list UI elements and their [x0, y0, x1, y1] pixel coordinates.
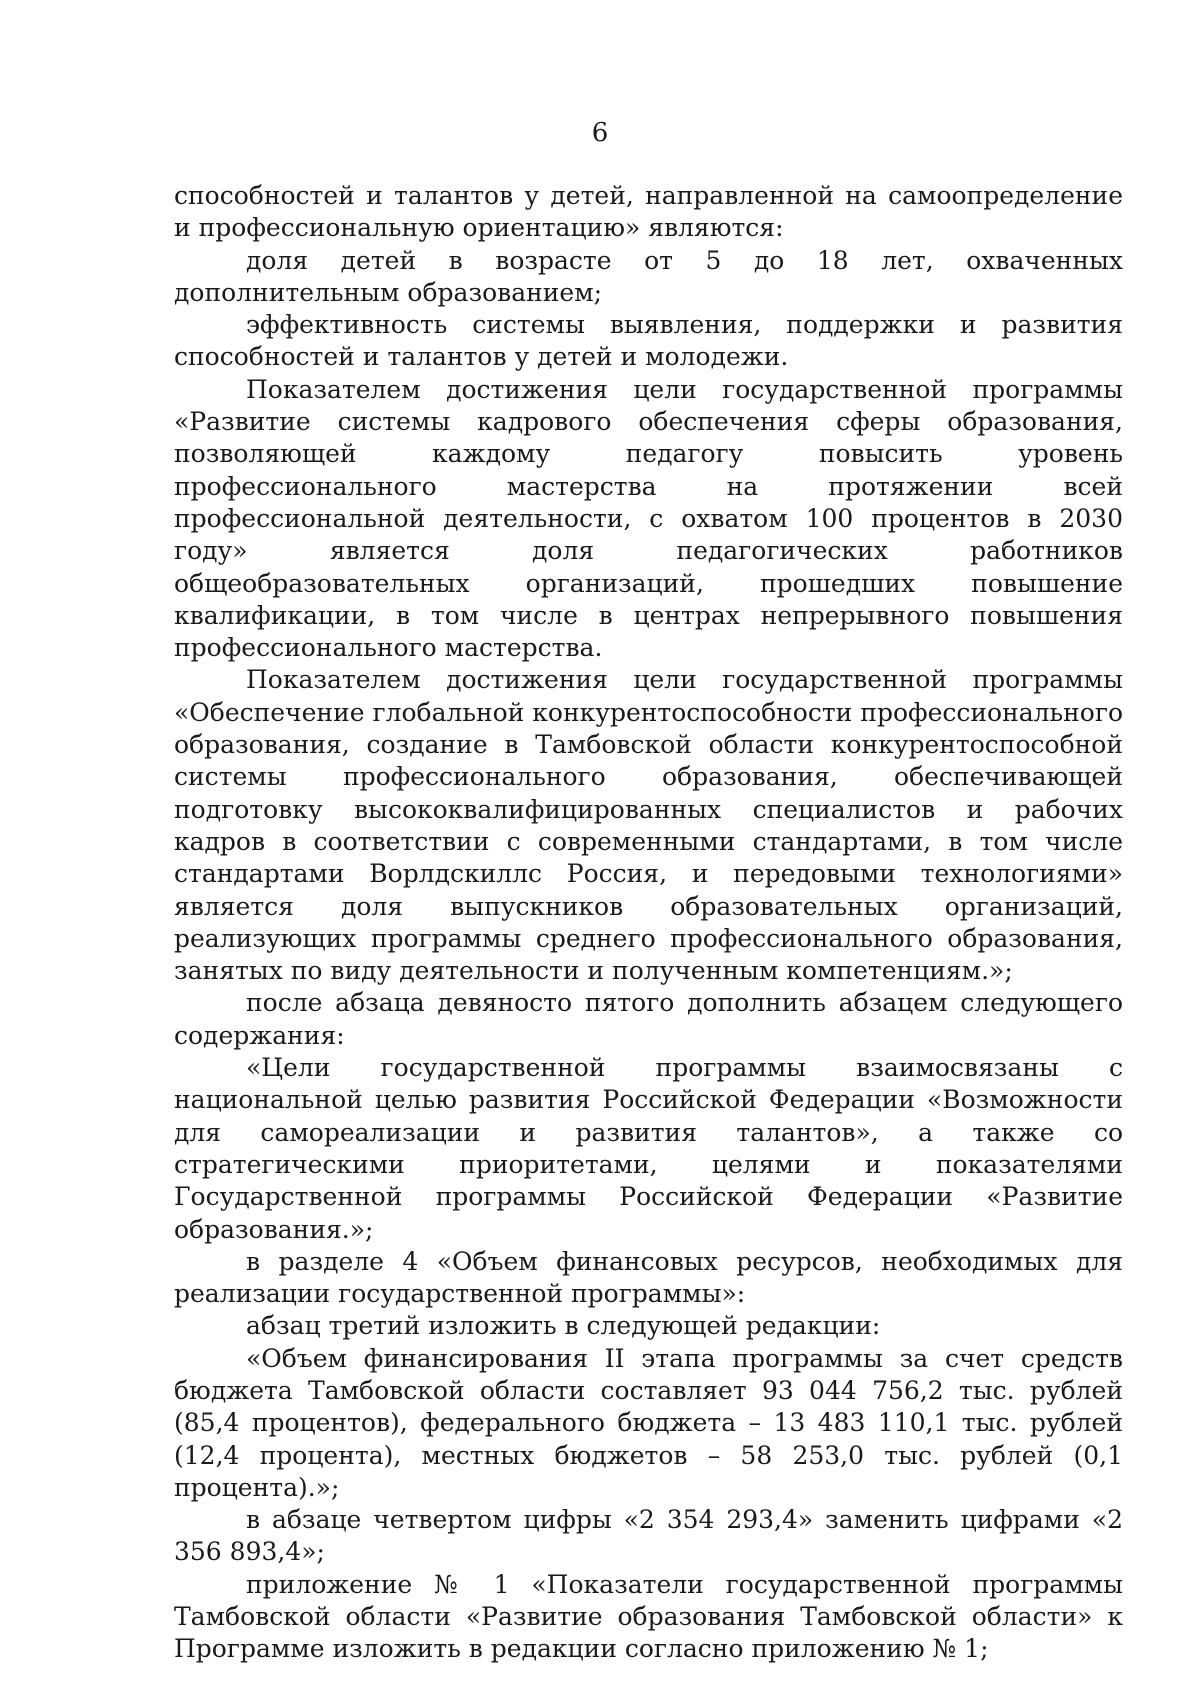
paragraph-appendix-1: приложение № 1 «Показатели государственной программы Тамбовской области «Развитие образования Тамбовской области» к Программе изложить в редакции согласно приложению № 1; — [174, 1569, 1123, 1664]
paragraph-funding-volume: «Объем финансирования II этапа программы за счет средств бюджета Тамбовской области составляет 93 044 756,2 тыс. рублей (85,4 процентов), федерального бюджета – 13 483 110,1 тыс. рублей (12,4 процента), местных бюджетов – 58 253,0 тыс. рублей (0,1 процента).»; — [174, 1343, 1123, 1502]
paragraph-section-4: в разделе 4 «Объем финансовых ресурсов, необходимых для реализации государственной программы»: — [174, 1246, 1123, 1309]
paragraph-continuation: способностей и талантов у детей, направленной на самоопределение и профессиональную ориентацию» являются: — [174, 181, 1123, 243]
paragraph-third-abzac: абзац третий изложить в следующей редакции: — [246, 1311, 881, 1341]
document-body — [174, 180, 1123, 1666]
paragraph-fourth-abzac-figures: в абзаце четвертом цифры «2 354 293,4» заменить цифрами «2 356 893,4»; — [174, 1505, 1123, 1567]
paragraph-staffing-indicator: Показателем достижения цели государственной программы «Развитие системы кадрового обеспечения сферы образования, позволяющей каждому педагогу повысить уровень профессионального мастерства на протяжении всей профессиональной деятельности, с охватом 100 процентов в 2030 году» является доля педагогических работников общеобразовательных организаций, прошедших повышение квалификации, в том числе в центрах непрерывного повышения профессионального мастерства. — [174, 374, 1123, 663]
page-number: 6 — [591, 118, 609, 148]
paragraph-amendment-insert: после абзаца девяносто пятого дополнить абзацем следующего содержания: — [174, 988, 1123, 1050]
paragraph-vocational-indicator: Показателем достижения цели государственной программы «Обеспечение глобальной конкурентоспособности профессионального образования, создание в Тамбовской области конкурентоспособной системы профессионального образования, обеспечивающей подготовку высококвалифицированных специалистов и рабочих кадров в соответствии с современными стандартами, в том числе стандартами Ворлдскиллс Россия, и передовыми технологиями» является доля выпускников образовательных организаций, реализующих программы среднего профессионального образования, занятых по виду деятельности и полученным компетенциям.»; — [174, 665, 1123, 986]
paragraph-children-share: доля детей в возрасте от 5 до 18 лет, охваченных дополнительным образованием; — [174, 245, 1123, 307]
paragraph-goals-linkage: «Цели государственной программы взаимосвязаны с национальной целью развития Российской Федерации «Возможности для самореализации и развития талантов», а также со стратегическими приоритетами, целями и показателями Государственной программы Российской Федерации «Развитие образования.»; — [174, 1053, 1123, 1244]
paragraph-talent-system: эффективность системы выявления, поддержки и развития способностей и талантов у детей и молодежи. — [174, 310, 1123, 372]
